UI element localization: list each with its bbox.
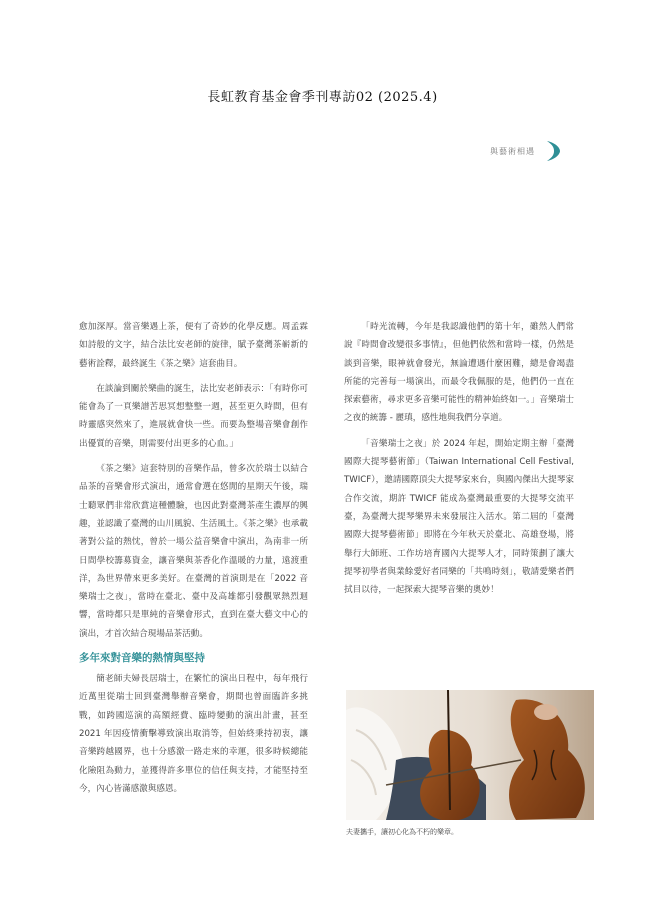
paragraph: 「音樂瑞士之夜」於 2024 年起，開始定期主辦「臺灣國際大提琴藝術節」（Taiwan International Cell Festival, TWICF），邀請國際頂尖大提琴家來台，與國內傑出大提琴家合作交流，期許 TWICF 能成為臺灣最重要的大提琴交流平臺，為臺灣大提琴樂界未來發展注入活水。第二屆的「臺灣國際大提琴藝術節」即將在今年秋天於臺北、高雄登場，將舉行大師班、工作坊培育國內大提琴人才，同時策劃了讓大提琴初學者與業餘愛好者同樂的「共鳴時刻」，敬請愛樂者們拭目以待，一起探索大提琴音樂的奧妙！: [344, 438, 574, 596]
paragraph: 愈加深厚。當音樂遇上茶，便有了奇妙的化學反應。周孟霖如詩般的文字，結合法比安老師的旋律，賦予臺灣茶嶄新的藝術詮釋，最終誕生《茶之樂》這套曲目。: [79, 322, 308, 369]
paragraph: 簡老師夫婦長居瑞士，在繁忙的演出日程中，每年飛行近萬里從瑞士回到臺灣舉辦音樂會，期間也曾面臨許多挑戰，如跨國巡演的高額經費、臨時變動的演出計畫，甚至 2021 年因疫情衝擊導致演出取消等，但始終秉持初衷，讓音樂跨越國界，也十分感激一路走來的幸運，很多時候總能化險阻為動力，並獲得許多單位的信任與支持，才能堅持至今，內心皆滿感激與感恩。: [79, 674, 308, 794]
paragraph: 「時光流轉，今年是我認識他們的第十年，雖然人們常說『時間會改變很多事情』，但他們依然和當時一樣，仍然是談到音樂，眼神就會發光，無論遭遇什麼困難，總是會竭盡所能的完善每一場演出，而最令我佩服的是，他們仍一直在探索藝術，尋求更多音樂可能性的精神始終如一。」音樂瑞士之夜的統籌 - 麗瑱，感性地與我們分享道。: [344, 322, 574, 424]
section-marker-icon: [545, 140, 561, 162]
photo-caption: 夫妻攜手，讓初心化為不朽的樂章。: [346, 828, 458, 836]
cello-duo-photo: [346, 690, 594, 820]
left-column: [79, 318, 308, 805]
right-column: [344, 318, 574, 606]
section-subheading: 多年來對音樂的熱情與堅持: [79, 652, 205, 665]
section-label: 與藝術相遇: [490, 147, 535, 156]
paragraph: 在談論到關於樂曲的誕生，法比安老師表示：「有時你可能會為了一頁樂譜苦思冥想整整一週，甚至更久時間，但有時靈感突然來了，進展就會快一些。而要為整場音樂會創作出優質的音樂，則需要付出更多的心血。」: [79, 383, 308, 449]
page-header: 長虹教育基金會季刊專訪02 (2025.4): [207, 90, 438, 105]
paragraph: 《茶之樂》這套特別的音樂作品，曾多次於瑞士以結合品茶的音樂會形式演出，通常會選在悠閒的星期天午後，瑞士聽眾們非常欣賞這種體驗，也因此對臺灣茶產生濃厚的興趣，並認識了臺灣的山川風貌、生活風土。《茶之樂》也承載著對公益的熱忱，曾於一場公益音樂會中演出，為南非一所日間學校籌募資金，讓音樂與茶香化作溫暖的力量，遠渡重洋，為世界帶來更多美好。在臺灣的首演則是在「2022 音樂瑞士之夜」，當時在臺北、臺中及高雄都引發觀眾熱烈迴響，當時都只是單純的音樂會形式，直到在臺大藝文中心的演出，才首次結合現場品茶活動。: [79, 464, 308, 639]
photo-illustration: [346, 690, 594, 820]
